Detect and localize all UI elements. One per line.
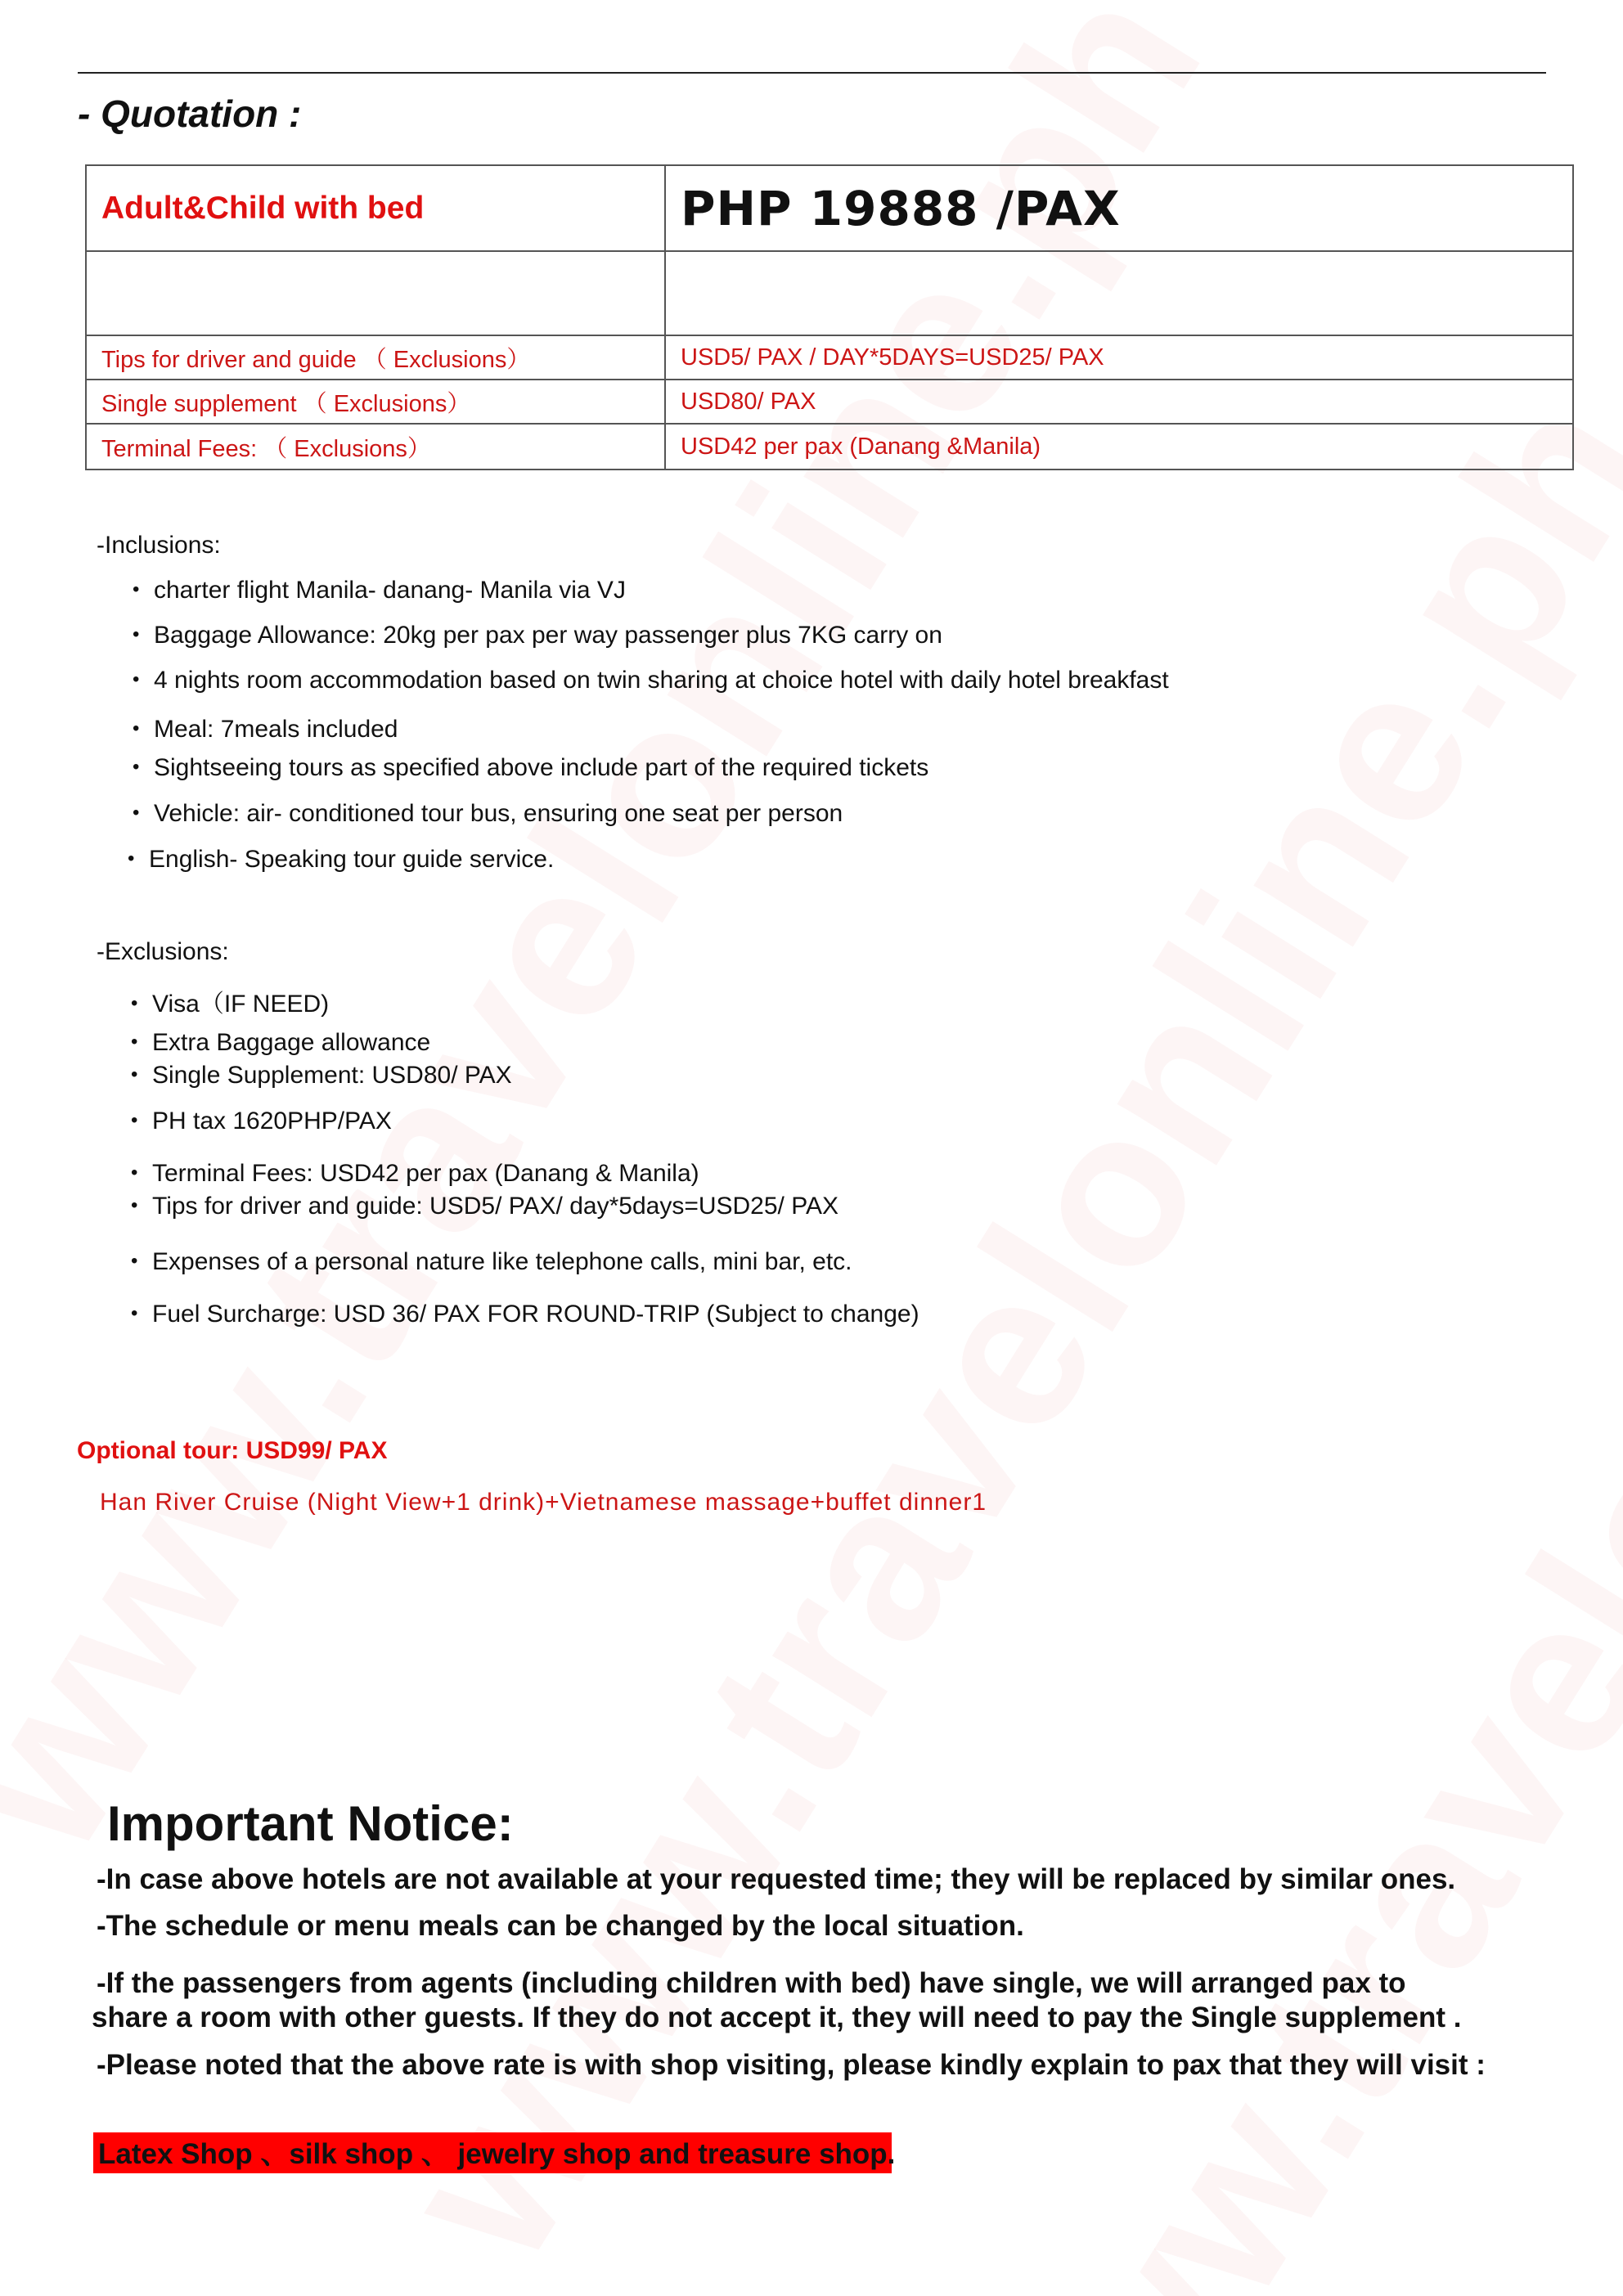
notice-title: Important Notice: <box>107 1796 514 1851</box>
bullet-icon: • <box>133 756 140 778</box>
list-item: • charter flight Manila- danang- Manila via VJ <box>133 577 626 604</box>
terminal-fees-row <box>86 424 1573 470</box>
notice-line: -If the passengers from agents (including children with bed) have single, we will arranged pax to <box>97 1967 1406 1999</box>
list-item: • English- Speaking tour guide service. <box>128 846 555 873</box>
list-item: • Vehicle: air- conditioned tour bus, ensuring one seat per person <box>133 800 843 827</box>
shops-highlight: Latex Shop 、silk shop 、 jewelry shop and treasure shop. <box>93 2132 892 2173</box>
main-price: PHP 19888 /PAX <box>665 165 1573 251</box>
terminal-fees-label: Terminal Fees: （ Exclusions） <box>86 424 665 470</box>
inclusions-title: -Inclusions: <box>97 532 221 559</box>
bullet-icon: • <box>131 1031 138 1053</box>
notice-line: -In case above hotels are not available at your requested time; they will be replaced by similar ones. <box>97 1863 1456 1895</box>
bullet-icon: • <box>131 1194 138 1216</box>
bullet-icon: • <box>133 802 140 824</box>
list-item: • Sightseeing tours as specified above include part of the required tickets <box>133 754 929 781</box>
bullet-icon: • <box>131 1302 138 1324</box>
bullet-icon: • <box>133 717 140 739</box>
list-item: • Extra Baggage allowance <box>131 1029 431 1056</box>
list-item: • Expenses of a personal nature like telephone calls, mini bar, etc. <box>131 1248 852 1275</box>
bullet-icon: • <box>131 1109 138 1131</box>
exclusions-title: -Exclusions: <box>97 938 229 965</box>
list-item: • PH tax 1620PHP/PAX <box>131 1108 392 1135</box>
optional-tour-description: Han River Cruise (Night View+1 drink)+Vietnamese massage+buffet dinner1 <box>100 1489 987 1516</box>
bullet-icon: • <box>128 847 135 869</box>
tips-label: Tips for driver and guide （ Exclusions） <box>86 335 665 380</box>
bullet-icon: • <box>133 668 140 690</box>
list-item: • Terminal Fees: USD42 per pax (Danang & Manila) <box>131 1160 699 1187</box>
empty-cell <box>86 251 665 335</box>
bullet-icon: • <box>131 1063 138 1085</box>
single-supplement-row <box>86 380 1573 424</box>
bullet-icon: • <box>131 992 138 1014</box>
page-heading: - Quotation : <box>78 92 302 135</box>
bullet-icon: • <box>131 1250 138 1272</box>
notice-line: -The schedule or menu meals can be changed by the local situation. <box>97 1910 1024 1942</box>
notice-line: -Please noted that the above rate is with shop visiting, please kindly explain to pax that they will visit : <box>97 2049 1486 2081</box>
optional-tour-title: Optional tour: USD99/ PAX <box>77 1437 388 1464</box>
terminal-fees-value: USD42 per pax (Danang &Manila) <box>665 424 1573 470</box>
bullet-icon: • <box>131 1161 138 1184</box>
single-supplement-value: USD80/ PAX <box>665 380 1573 424</box>
list-item: • Meal: 7meals included <box>133 716 398 743</box>
list-item: • Tips for driver and guide: USD5/ PAX/ day*5days=USD25/ PAX <box>131 1193 839 1220</box>
tips-value: USD5/ PAX / DAY*5DAYS=USD25/ PAX <box>665 335 1573 380</box>
list-item: • Single Supplement: USD80/ PAX <box>131 1062 512 1089</box>
list-item: • 4 nights room accommodation based on twin sharing at choice hotel with daily hotel breakfast <box>133 667 1169 694</box>
quote-main-row <box>86 165 1573 251</box>
list-item: • Visa（IF NEED) <box>131 991 330 1018</box>
bullet-icon: • <box>133 578 140 600</box>
list-item: • Baggage Allowance: 20kg per pax per way passenger plus 7KG carry on <box>133 622 942 649</box>
single-supplement-label: Single supplement （ Exclusions） <box>86 380 665 424</box>
tips-row <box>86 335 1573 380</box>
list-item: • Fuel Surcharge: USD 36/ PAX FOR ROUND-TRIP (Subject to change) <box>131 1301 919 1328</box>
quotation-table <box>85 164 1574 470</box>
bullet-icon: • <box>133 623 140 645</box>
empty-row <box>86 251 1573 335</box>
empty-cell <box>665 251 1573 335</box>
main-label: Adult&Child with bed <box>86 165 665 251</box>
notice-line: share a room with other guests. If they do not accept it, they will need to pay the Single supplement . <box>92 2002 1462 2033</box>
top-rule <box>78 72 1546 74</box>
